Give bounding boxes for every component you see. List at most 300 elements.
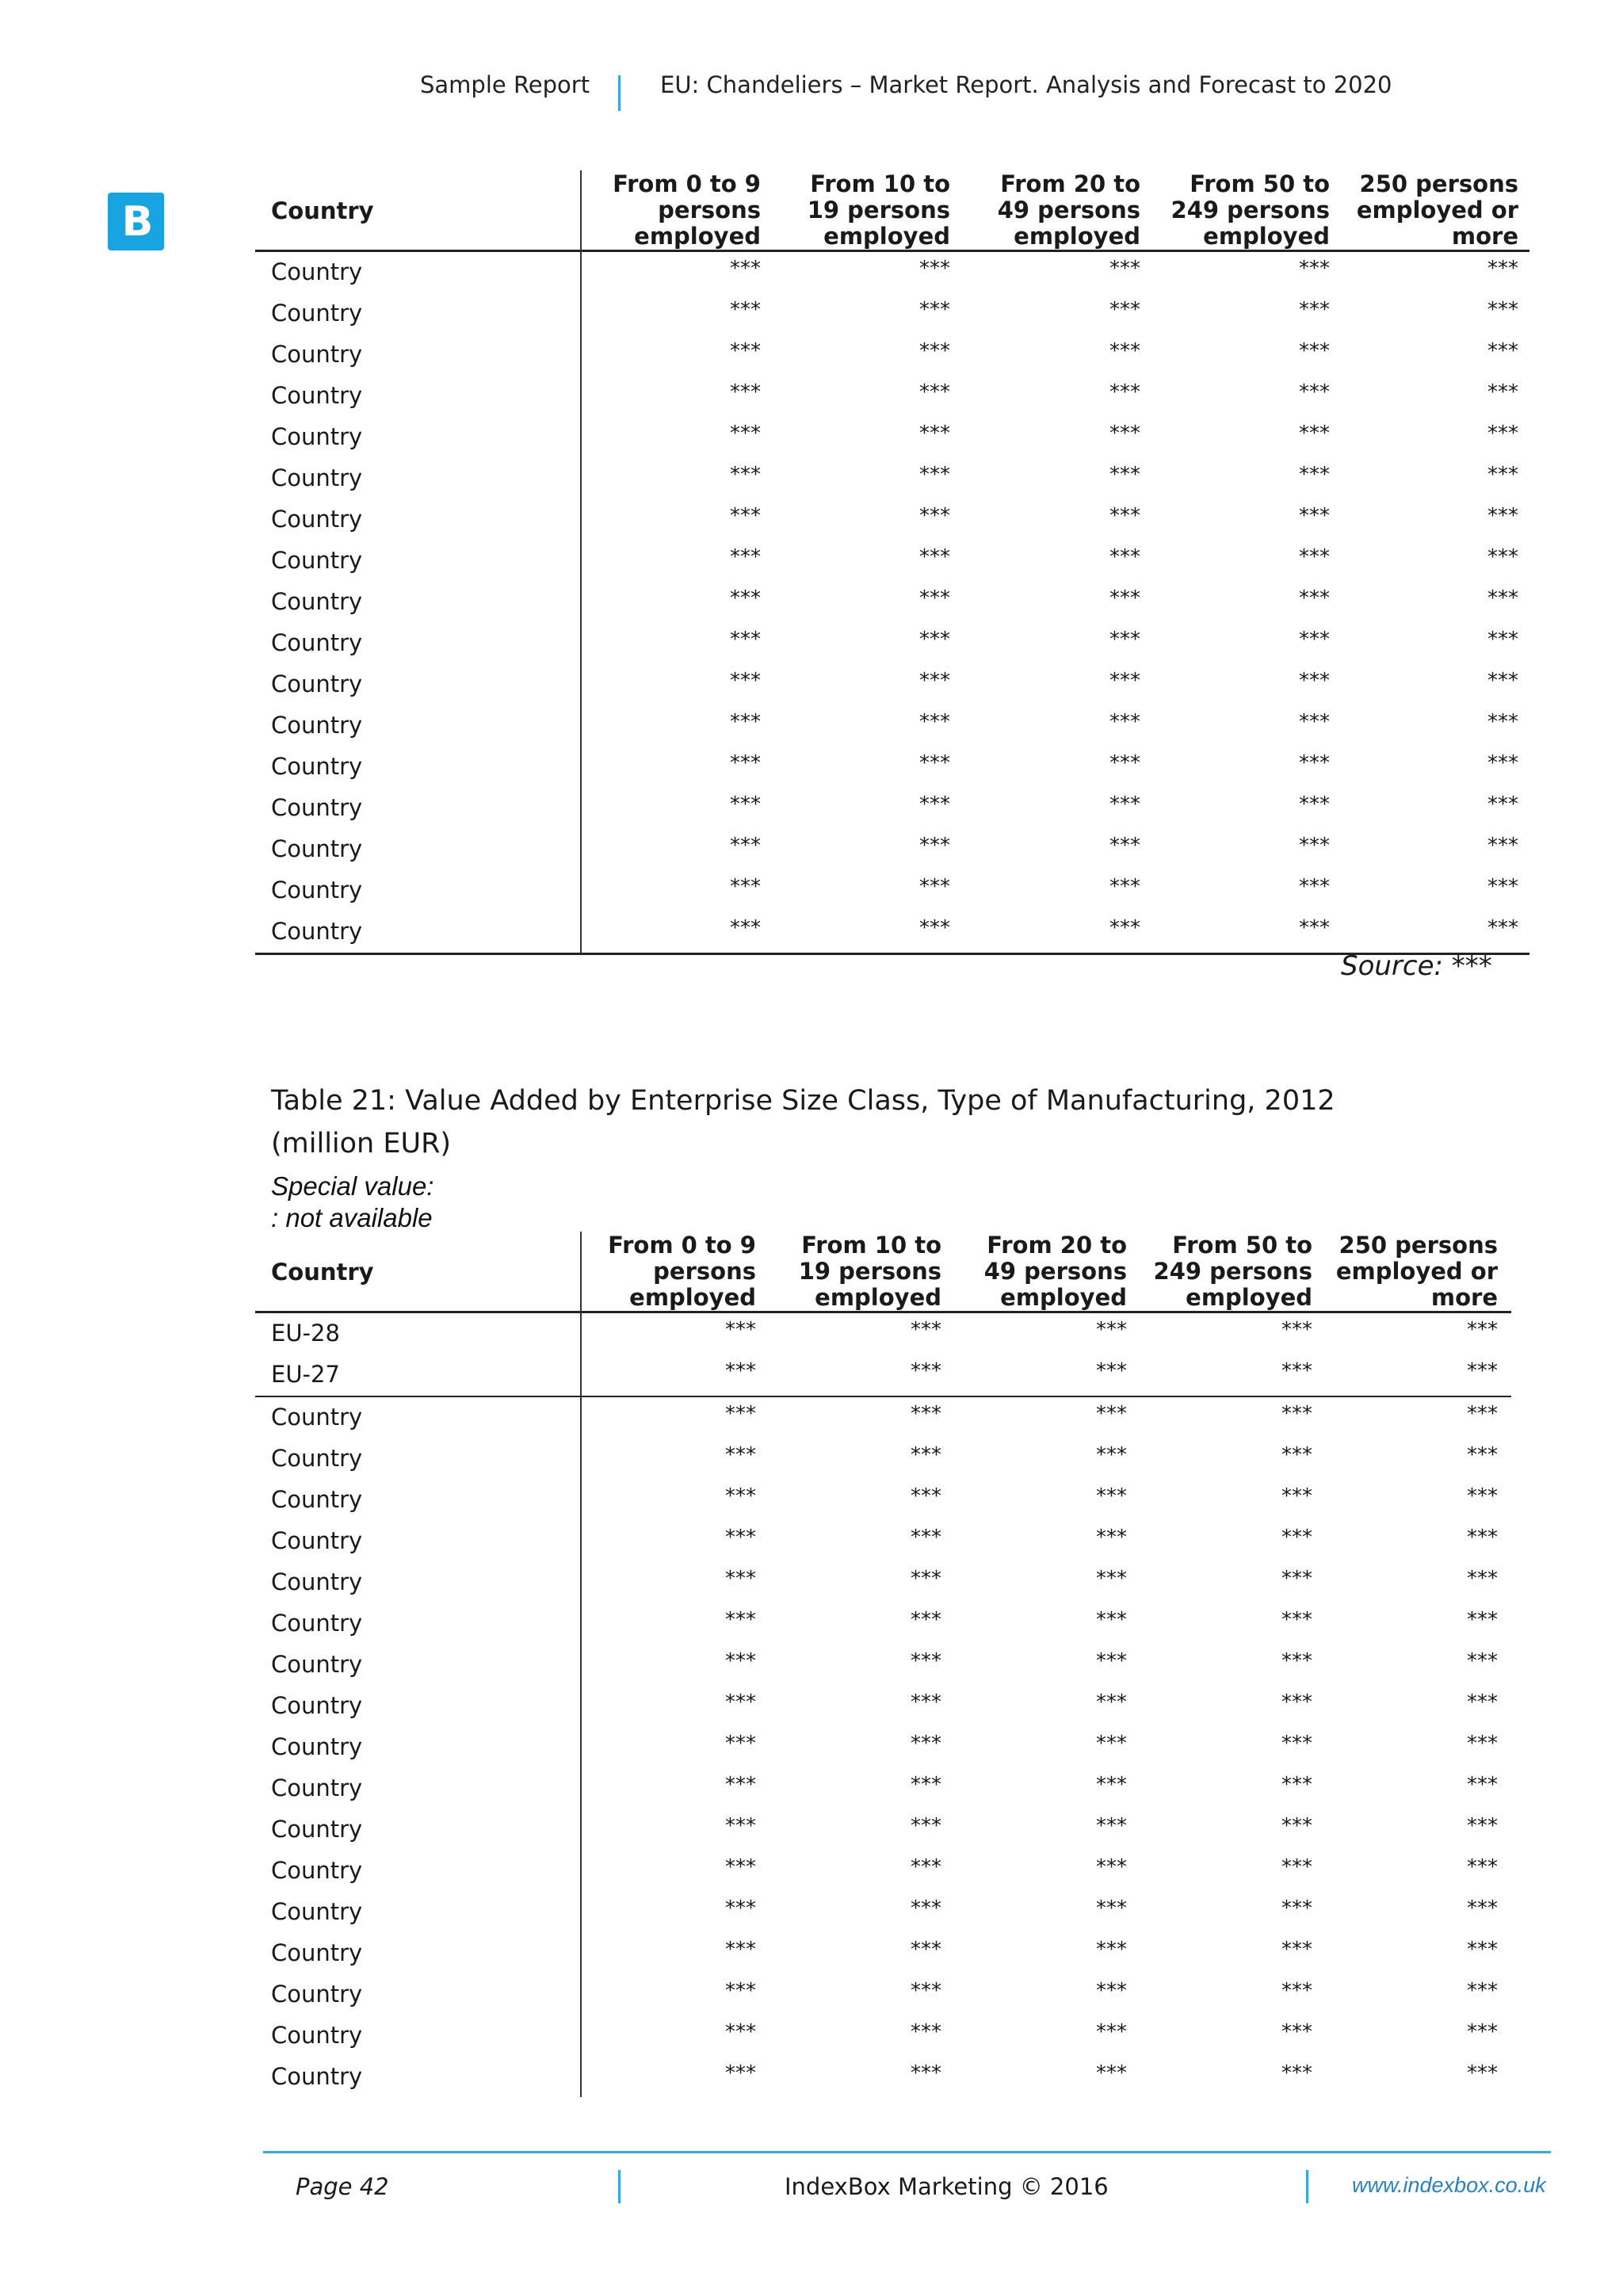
value-cell: *** (919, 380, 950, 404)
column-header-line: employed (1000, 1284, 1127, 1311)
value-cell: *** (1299, 751, 1330, 775)
table-row (255, 1645, 1511, 1686)
value-cell: *** (1487, 339, 1518, 363)
country-cell: Country (271, 1486, 363, 1513)
column-header-line: employed (1186, 1284, 1312, 1311)
value-cell: *** (1281, 1773, 1312, 1797)
value-cell: *** (1467, 1484, 1498, 1508)
table-row (255, 1438, 1511, 1480)
country-cell: Country (271, 464, 363, 491)
footer-rule (263, 2151, 1551, 2153)
value-cell: *** (1299, 834, 1330, 858)
country-cell: Country (271, 712, 363, 739)
value-cell: *** (725, 1318, 756, 1342)
value-cell: *** (1299, 380, 1330, 404)
value-cell: *** (1281, 1608, 1312, 1632)
value-cell: *** (1299, 628, 1330, 651)
value-cell: *** (911, 1732, 941, 1755)
value-cell: *** (1281, 2020, 1312, 2044)
value-cell: *** (1096, 1649, 1127, 1673)
value-cell: *** (730, 628, 761, 651)
value-cell: *** (730, 339, 761, 363)
value-cell: *** (730, 586, 761, 610)
value-cell: *** (1467, 1979, 1498, 2003)
value-cell: *** (1109, 504, 1140, 528)
value-cell: *** (1299, 463, 1330, 487)
value-cell: *** (1109, 586, 1140, 610)
value-cell: *** (1299, 586, 1330, 610)
value-cell: *** (1096, 2020, 1127, 2044)
size-class-column-header (1171, 171, 1330, 250)
value-cell: *** (1299, 339, 1330, 363)
table-row (255, 458, 1529, 499)
country-cell: EU-27 (271, 1361, 340, 1388)
value-cell: *** (1467, 1897, 1498, 1920)
value-cell: *** (1467, 1649, 1498, 1673)
country-cell: Country (271, 341, 363, 368)
value-cell: *** (911, 2020, 941, 2044)
value-cell: *** (1109, 628, 1140, 651)
value-cell: *** (1487, 257, 1518, 281)
column-header-line: From 20 to (1000, 170, 1140, 197)
column-header-line: employed (1203, 223, 1330, 250)
country-cell: Country (271, 1939, 363, 1966)
country-cell: Country (271, 1857, 363, 1884)
country-column-header: Country (271, 197, 374, 224)
table-row (255, 417, 1529, 458)
country-cell: Country (271, 1775, 363, 1801)
table-row (255, 2057, 1511, 2098)
table-row-group (255, 252, 1529, 953)
table-row (255, 705, 1529, 747)
table-row (255, 1686, 1511, 1727)
value-cell: *** (1109, 257, 1140, 281)
country-cell: Country (271, 1692, 363, 1719)
value-cell: *** (1467, 1567, 1498, 1591)
table-row (255, 1562, 1511, 1603)
value-cell: *** (1487, 710, 1518, 734)
value-cell: *** (1467, 1443, 1498, 1467)
column-header-line: From 10 to (801, 1232, 941, 1259)
table1-source: Source: *** (1341, 950, 1492, 982)
table-bottom-rule (255, 953, 1529, 955)
value-cell: *** (1096, 1608, 1127, 1632)
value-cell: *** (1281, 1567, 1312, 1591)
value-cell: *** (919, 463, 950, 487)
value-cell: *** (919, 586, 950, 610)
value-cell: *** (725, 2061, 756, 2085)
table-row (255, 541, 1529, 582)
value-cell: *** (919, 422, 950, 445)
value-cell: *** (919, 628, 950, 651)
table-row (255, 334, 1529, 376)
country-cell: Country (271, 382, 363, 409)
table-row (255, 747, 1529, 788)
value-cell: *** (1299, 257, 1330, 281)
value-cell: *** (1096, 2061, 1127, 2085)
table-row (255, 582, 1529, 623)
value-cell: *** (1109, 339, 1140, 363)
value-cell: *** (1096, 1732, 1127, 1755)
value-cell: *** (919, 669, 950, 693)
value-cell: *** (919, 545, 950, 569)
country-cell: Country (271, 423, 363, 450)
value-cell: *** (725, 1773, 756, 1797)
table-header-row (255, 1232, 1511, 1313)
column-header-line: employed (634, 223, 761, 250)
country-cell: Country (271, 794, 363, 821)
size-class-column-header (1357, 171, 1518, 250)
value-cell: *** (730, 793, 761, 816)
value-cell: *** (1299, 545, 1330, 569)
value-cell: *** (730, 875, 761, 899)
value-cell: *** (1096, 1359, 1127, 1383)
value-cell: *** (1487, 751, 1518, 775)
column-header-line: employed or (1335, 1258, 1498, 1285)
table-row (255, 1933, 1511, 1974)
value-cell: *** (730, 257, 761, 281)
column-header-line: employed (629, 1284, 756, 1311)
country-column-header: Country (271, 1259, 374, 1286)
value-cell: *** (1487, 504, 1518, 528)
value-cell: *** (1281, 1359, 1312, 1383)
column-header-line: 49 persons (997, 197, 1140, 223)
value-cell: *** (1109, 298, 1140, 322)
value-cell: *** (725, 1402, 756, 1426)
value-cell: *** (911, 1649, 941, 1673)
value-cell: *** (1096, 1484, 1127, 1508)
value-cell: *** (1109, 545, 1140, 569)
value-cell: *** (911, 1608, 941, 1632)
value-cell: *** (1281, 1897, 1312, 1920)
column-header-line: 250 persons (1338, 1232, 1498, 1259)
value-cell: *** (1487, 834, 1518, 858)
value-cell: *** (1487, 586, 1518, 610)
table-row-group (255, 1313, 1511, 1396)
country-cell: Country (271, 918, 363, 945)
table-row (255, 1892, 1511, 1933)
value-cell: *** (730, 545, 761, 569)
country-cell: Country (271, 1527, 363, 1554)
country-cell: Country (271, 835, 363, 862)
value-cell: *** (1487, 422, 1518, 445)
special-value-label: Special value: (271, 1171, 434, 1201)
value-cell: *** (725, 2020, 756, 2044)
value-cell: *** (911, 1402, 941, 1426)
value-cell: *** (911, 1484, 941, 1508)
column-header-line: employed (815, 1284, 941, 1311)
value-cell: *** (1109, 463, 1140, 487)
value-cell: *** (1281, 1690, 1312, 1714)
value-cell: *** (1109, 834, 1140, 858)
value-cell: *** (919, 751, 950, 775)
value-cell: *** (1467, 1526, 1498, 1549)
table-row (255, 1809, 1511, 1851)
column-header-line: 19 persons (807, 197, 950, 223)
value-cell: *** (1096, 1814, 1127, 1838)
column-header-line: 19 persons (798, 1258, 941, 1285)
size-class-column-header (984, 1232, 1127, 1311)
value-cell: *** (911, 1814, 941, 1838)
country-cell: Country (271, 1404, 363, 1431)
value-cell: *** (1096, 1567, 1127, 1591)
column-header-line: employed (823, 223, 950, 250)
value-cell: *** (725, 1567, 756, 1591)
table-row (255, 1480, 1511, 1521)
value-cell: *** (1467, 2061, 1498, 2085)
value-cell: *** (919, 875, 950, 899)
size-class-column-header (613, 171, 761, 250)
value-cell: *** (1299, 504, 1330, 528)
value-cell: *** (1096, 1979, 1127, 2003)
value-cell: *** (725, 1484, 756, 1508)
column-header-line: employed or (1356, 197, 1518, 223)
value-cell: *** (1467, 1814, 1498, 1838)
value-cell: *** (1096, 1443, 1127, 1467)
column-header-line: From 20 to (987, 1232, 1127, 1259)
column-header-line: 49 persons (983, 1258, 1127, 1285)
value-cell: *** (1487, 669, 1518, 693)
header-report-type: Sample Report (420, 71, 590, 98)
column-header-line: From 0 to 9 (613, 170, 761, 197)
value-cell: *** (1487, 916, 1518, 940)
enterprise-size-table-1 (255, 170, 1529, 955)
footer-copyright: IndexBox Marketing © 2016 (785, 2173, 1109, 2200)
value-cell: *** (1467, 1608, 1498, 1632)
special-value-legend: : not available (271, 1203, 433, 1232)
value-cell: *** (1109, 916, 1140, 940)
column-header-line: 250 persons (1359, 170, 1518, 197)
value-cell: *** (1109, 875, 1140, 899)
value-cell: *** (1109, 422, 1140, 445)
value-cell: *** (911, 1773, 941, 1797)
value-cell: *** (1281, 2061, 1312, 2085)
footer-page-number: Page 42 (296, 2173, 389, 2200)
country-cell: Country (271, 2022, 363, 2049)
column-header-line: persons (653, 1258, 756, 1285)
column-header-line: more (1451, 223, 1518, 250)
value-cell: *** (730, 422, 761, 445)
value-cell: *** (1467, 1359, 1498, 1383)
value-cell: *** (730, 916, 761, 940)
value-cell: *** (1487, 628, 1518, 651)
value-cell: *** (911, 1855, 941, 1879)
value-cell: *** (1299, 710, 1330, 734)
value-cell: *** (725, 1979, 756, 2003)
size-class-column-header (608, 1232, 756, 1311)
value-cell: *** (911, 1690, 941, 1714)
country-cell: Country (271, 877, 363, 904)
size-class-column-header (808, 171, 950, 250)
country-cell: Country (271, 670, 363, 697)
size-class-column-header (1336, 1232, 1498, 1311)
country-cell: Country (271, 1981, 363, 2008)
value-cell: *** (1281, 1484, 1312, 1508)
value-cell: *** (1096, 1526, 1127, 1549)
value-cell: *** (1281, 1979, 1312, 2003)
table21-caption-line1: Table 21: Value Added by Enterprise Size Class, Type of Manufacturing, 2012 (271, 1085, 1335, 1117)
value-cell: *** (919, 504, 950, 528)
country-cell: Country (271, 753, 363, 780)
footer-divider-left (618, 2170, 621, 2203)
value-cell: *** (730, 504, 761, 528)
table-row (255, 829, 1529, 870)
value-cell: *** (911, 1359, 941, 1383)
column-header-line: From 0 to 9 (608, 1232, 756, 1259)
table-row (255, 623, 1529, 664)
table21-caption-line2: (million EUR) (271, 1128, 452, 1159)
table-row (255, 376, 1529, 417)
value-cell: *** (1281, 1526, 1312, 1549)
value-cell: *** (1096, 1855, 1127, 1879)
table-row (255, 870, 1529, 911)
value-cell: *** (730, 380, 761, 404)
value-cell: *** (725, 1897, 756, 1920)
value-cell: *** (1467, 1318, 1498, 1342)
value-cell: *** (1487, 793, 1518, 816)
value-cell: *** (1096, 1318, 1127, 1342)
value-cell: *** (1109, 380, 1140, 404)
table-row (255, 499, 1529, 541)
value-cell: *** (1487, 875, 1518, 899)
value-cell: *** (725, 1526, 756, 1549)
value-cell: *** (725, 1732, 756, 1755)
table-row (255, 1354, 1511, 1396)
value-cell: *** (911, 1318, 941, 1342)
value-cell: *** (1299, 793, 1330, 816)
footer-website-link[interactable]: www.indexbox.co.uk (1352, 2173, 1546, 2197)
table-row (255, 1974, 1511, 2015)
value-cell: *** (919, 916, 950, 940)
value-cell: *** (1281, 1318, 1312, 1342)
value-cell: *** (1467, 1855, 1498, 1879)
value-cell: *** (730, 463, 761, 487)
value-cell: *** (911, 1979, 941, 2003)
value-cell: *** (919, 834, 950, 858)
table-row (255, 1851, 1511, 1892)
country-cell: Country (271, 588, 363, 615)
country-cell: Country (271, 506, 363, 533)
value-cell: *** (1096, 1402, 1127, 1426)
value-cell: *** (911, 1938, 941, 1962)
value-cell: *** (730, 751, 761, 775)
value-cell: *** (1096, 1690, 1127, 1714)
value-cell: *** (1096, 1773, 1127, 1797)
column-header-line: 249 persons (1170, 197, 1330, 223)
value-cell: *** (1281, 1443, 1312, 1467)
value-cell: *** (911, 1897, 941, 1920)
value-cell: *** (725, 1814, 756, 1838)
country-cell: Country (271, 547, 363, 574)
table-row (255, 252, 1529, 293)
column-header-line: employed (1014, 223, 1140, 250)
value-cell: *** (1299, 916, 1330, 940)
value-added-table-21 (255, 1232, 1511, 2098)
value-cell: *** (1281, 1938, 1312, 1962)
value-cell: *** (1487, 380, 1518, 404)
value-cell: *** (919, 710, 950, 734)
value-cell: *** (725, 1938, 756, 1962)
country-cell: Country (271, 1816, 363, 1843)
table-row (255, 1521, 1511, 1562)
value-cell: *** (730, 834, 761, 858)
column-header-line: 249 persons (1153, 1258, 1312, 1285)
table-row (255, 1313, 1511, 1354)
value-cell: *** (1487, 463, 1518, 487)
column-header-line: From 50 to (1190, 170, 1330, 197)
table-row (255, 1727, 1511, 1768)
value-cell: *** (725, 1443, 756, 1467)
header-divider (618, 75, 621, 111)
value-cell: *** (1281, 1649, 1312, 1673)
value-cell: *** (1467, 1938, 1498, 1962)
country-cell: Country (271, 2063, 363, 2090)
value-cell: *** (919, 298, 950, 322)
value-cell: *** (725, 1649, 756, 1673)
column-header-line: more (1430, 1284, 1498, 1311)
value-cell: *** (725, 1690, 756, 1714)
country-cell: Country (271, 629, 363, 656)
value-cell: *** (725, 1359, 756, 1383)
country-cell: Country (271, 1651, 363, 1678)
value-cell: *** (1096, 1897, 1127, 1920)
value-cell: *** (1299, 422, 1330, 445)
table-row-group (255, 1396, 1511, 2098)
value-cell: *** (919, 339, 950, 363)
value-cell: *** (1109, 751, 1140, 775)
value-cell: *** (911, 1443, 941, 1467)
value-cell: *** (725, 1608, 756, 1632)
value-cell: *** (1467, 1732, 1498, 1755)
value-cell: *** (1467, 1773, 1498, 1797)
country-cell: Country (271, 1568, 363, 1595)
value-cell: *** (1299, 875, 1330, 899)
value-cell: *** (1109, 669, 1140, 693)
value-cell: *** (730, 298, 761, 322)
table-row (255, 664, 1529, 705)
value-cell: *** (1467, 2020, 1498, 2044)
country-column-divider (580, 170, 582, 953)
logo-letter: B (121, 197, 154, 246)
value-cell: *** (919, 793, 950, 816)
value-cell: *** (1467, 1402, 1498, 1426)
country-column-divider (580, 1232, 582, 2097)
table-row (255, 1397, 1511, 1438)
table-row (255, 293, 1529, 334)
footer-divider-right (1306, 2170, 1308, 2203)
size-class-column-header (1154, 1232, 1312, 1311)
table-row (255, 1603, 1511, 1645)
value-cell: *** (725, 1855, 756, 1879)
size-class-column-header (799, 1232, 941, 1311)
table-header-row (255, 170, 1529, 252)
table-row (255, 2015, 1511, 2057)
country-cell: Country (271, 258, 363, 285)
value-cell: *** (730, 710, 761, 734)
size-class-column-header (998, 171, 1140, 250)
country-cell: Country (271, 1610, 363, 1637)
value-cell: *** (1096, 1938, 1127, 1962)
column-header-line: From 50 to (1172, 1232, 1312, 1259)
column-header-line: persons (658, 197, 761, 223)
table-row (255, 788, 1529, 829)
value-cell: *** (911, 2061, 941, 2085)
value-cell: *** (1299, 298, 1330, 322)
value-cell: *** (911, 1567, 941, 1591)
value-cell: *** (919, 257, 950, 281)
value-cell: *** (1109, 793, 1140, 816)
column-header-line: From 10 to (810, 170, 950, 197)
